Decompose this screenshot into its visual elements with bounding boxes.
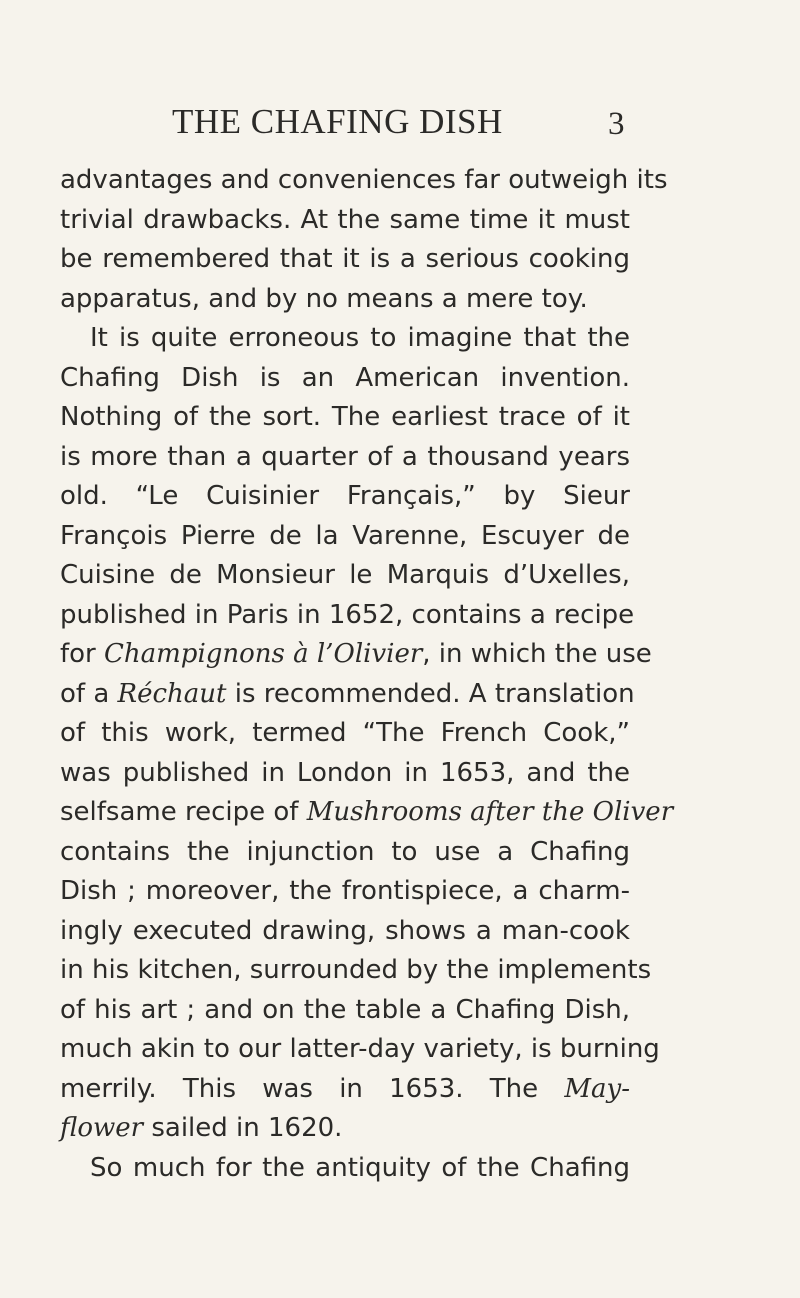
text-segment: much akin to our latter-day variety, is burning <box>60 1034 660 1064</box>
italic-segment: May- <box>564 1073 630 1104</box>
text-line <box>60 161 668 201</box>
text-line <box>60 951 652 991</box>
text-line <box>60 872 630 912</box>
text-line <box>60 1149 630 1189</box>
text-segment: of a <box>60 678 118 709</box>
text-line <box>60 754 630 794</box>
text-segment: was published in London in 1653, and the <box>60 757 630 788</box>
text-line <box>60 359 630 399</box>
text-segment: Cuisine de Monsieur le Marquis d’Uxelles, <box>60 560 630 590</box>
text-segment: ingly executed drawing, shows a man-cook <box>60 915 630 946</box>
text-line <box>60 991 630 1031</box>
text-line <box>60 438 630 478</box>
page-header <box>0 102 800 142</box>
text-segment: , in which the use <box>422 639 652 669</box>
italic-segment: Mushrooms after the Oliver <box>306 797 674 827</box>
text-segment: It is quite erroneous to imagine that the <box>90 323 630 353</box>
text-segment: sailed in 1620. <box>143 1113 343 1143</box>
text-line <box>60 517 630 557</box>
running-title: THE CHAFING DISH <box>172 102 503 141</box>
text-segment: of his art ; and on the table a Chafing Dish, <box>60 994 630 1025</box>
italic-segment: Réchaut <box>117 678 227 709</box>
text-line <box>60 477 630 517</box>
text-line <box>60 675 635 715</box>
text-segment: is more than a quarter of a thousand years <box>60 441 630 472</box>
text-segment: contains the injunction to use a Chafing <box>60 836 630 867</box>
text-line <box>60 635 652 675</box>
text-segment: of this work, termed “The French Cook,” <box>60 718 630 748</box>
text-segment: selfsame recipe of <box>60 797 307 827</box>
text-segment: Nothing of the sort. The earliest trace of it <box>60 402 630 432</box>
text-segment: So much for the antiquity of the Chafing <box>90 1152 630 1183</box>
text-segment: for <box>60 639 105 669</box>
text-line <box>60 319 630 359</box>
text-segment: François Pierre de la Varenne, Escuyer de <box>60 520 630 551</box>
italic-segment: flower <box>60 1113 144 1143</box>
text-line <box>60 240 630 280</box>
italic-segment: Champignons à l’Olivier <box>104 639 423 669</box>
text-line <box>60 793 674 833</box>
text-segment: published in Paris in 1652, contains a recipe <box>60 599 635 630</box>
text-line <box>60 912 630 952</box>
text-segment: apparatus, and by no means a mere toy. <box>60 283 588 314</box>
text-segment: advantages and conveniences far outweigh its <box>60 165 668 195</box>
text-segment: Chafing Dish is an American invention. <box>60 362 630 393</box>
body-text <box>60 161 674 1188</box>
text-line <box>60 596 635 636</box>
text-segment: is recommended. A translation <box>226 678 635 709</box>
text-line <box>60 833 630 873</box>
text-line <box>60 1030 660 1070</box>
text-line <box>60 714 630 754</box>
text-segment: merrily. This was in 1653. The <box>60 1073 565 1104</box>
text-line <box>60 201 630 241</box>
text-line <box>60 556 630 596</box>
page-number: 3 <box>608 106 625 142</box>
text-segment: old. “Le Cuisinier Français,” by Sieur <box>60 481 630 511</box>
text-segment: Dish ; moreover, the frontispiece, a charm- <box>60 876 630 906</box>
text-segment: in his kitchen, surrounded by the implements <box>60 955 652 985</box>
text-segment: trivial drawbacks. At the same time it must <box>60 204 630 235</box>
text-line <box>60 280 630 320</box>
text-line <box>60 1109 630 1149</box>
text-line <box>60 398 630 438</box>
text-segment: be remembered that it is a serious cooking <box>60 244 630 274</box>
text-line <box>60 1070 630 1110</box>
